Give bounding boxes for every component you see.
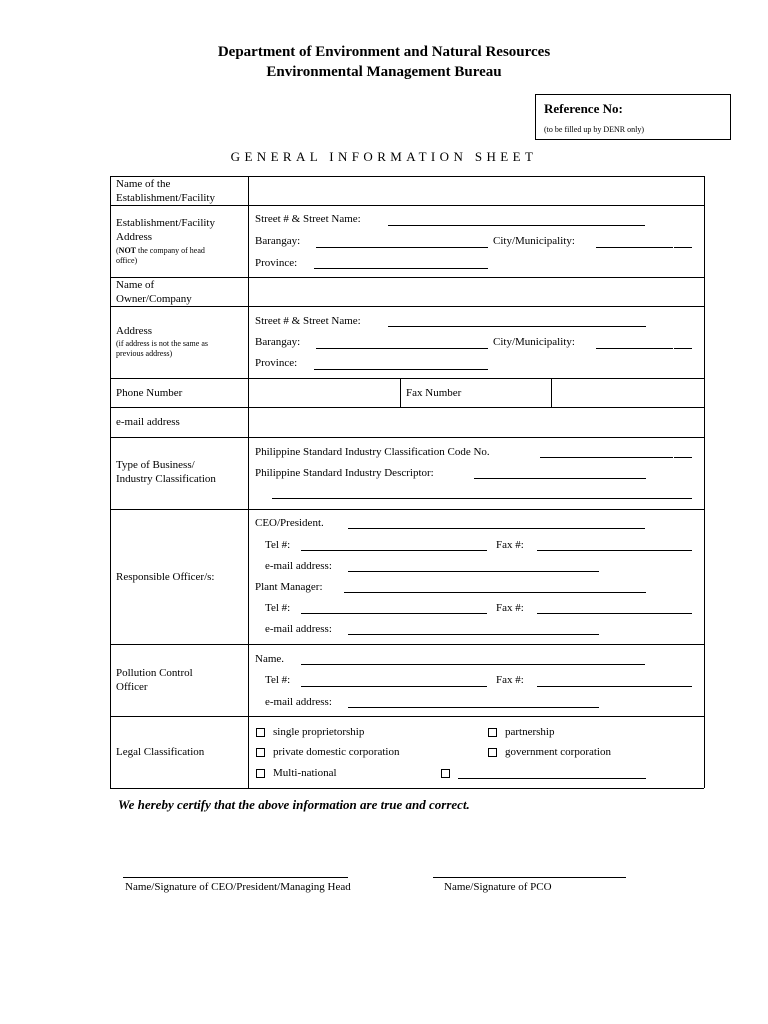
label-facility-address-2: Address — [116, 231, 153, 243]
label-responsible-officer: Responsible Officer/s: — [116, 571, 215, 583]
owner-name-field[interactable] — [250, 279, 702, 305]
street-field-2[interactable] — [388, 326, 646, 327]
pco-email-field[interactable] — [348, 707, 580, 708]
facility-name-field[interactable] — [250, 178, 702, 204]
reference-box — [535, 94, 731, 140]
barangay-field-1[interactable] — [316, 247, 488, 248]
ceo-fax-field[interactable] — [537, 550, 674, 551]
pco-signature-label: Name/Signature of PCO — [444, 881, 552, 893]
label-pm-fax: Fax #: — [496, 602, 524, 614]
label-province-1: Province: — [255, 257, 298, 269]
fax-field[interactable] — [553, 380, 702, 406]
label-business-1: Type of Business/ — [116, 459, 195, 471]
address-note-2: previous address) — [116, 349, 173, 358]
option-government-corporation: government corporation — [505, 746, 611, 758]
street-field-1[interactable] — [388, 225, 628, 226]
label-province-2: Province: — [255, 357, 298, 369]
label-barangay-1: Barangay: — [255, 235, 301, 247]
pm-tel-field[interactable] — [301, 613, 487, 614]
label-city-2: City/Municipality: — [493, 336, 575, 348]
province-field-2[interactable] — [314, 369, 488, 370]
ceo-signature-line[interactable] — [123, 877, 348, 878]
ceo-signature-label: Name/Signature of CEO/President/Managing Head — [125, 881, 351, 893]
ceo-email-field[interactable] — [348, 571, 580, 572]
other-classification-field[interactable] — [458, 778, 646, 779]
label-psic-code: Philippine Standard Industry Classification Code No. — [255, 446, 490, 458]
other-classification-checkbox[interactable] — [441, 769, 450, 778]
sheet-title: GENERAL INFORMATION SHEET — [230, 149, 538, 164]
label-street-2: Street # & Street Name: — [255, 315, 361, 327]
province-field-1[interactable] — [314, 268, 488, 269]
single-proprietorship-checkbox[interactable] — [256, 728, 265, 737]
label-fax: Fax Number — [406, 387, 462, 399]
label-owner-1: Name of — [116, 279, 155, 291]
multi-national-checkbox[interactable] — [256, 769, 265, 778]
certification-statement: We hereby certify that the above information are true and correct. — [118, 797, 470, 812]
label-pco-2: Officer — [116, 681, 148, 693]
label-ceo-fax: Fax #: — [496, 539, 524, 551]
label-ceo-email: e-mail address: — [265, 560, 332, 572]
label-facility-name-1: Name of the — [116, 178, 171, 190]
label-pco-name: Name. — [255, 653, 285, 665]
psic-descriptor-field[interactable] — [474, 478, 629, 479]
label-legal-classification: Legal Classification — [116, 746, 205, 758]
partnership-checkbox[interactable] — [488, 728, 497, 737]
ceo-tel-field[interactable] — [301, 550, 487, 551]
label-pco-fax: Fax #: — [496, 674, 524, 686]
department-title: Department of Environment and Natural Resources — [217, 44, 551, 60]
barangay-field-2[interactable] — [316, 348, 488, 349]
plant-manager-field[interactable] — [344, 592, 646, 593]
label-pm-email: e-mail address: — [265, 623, 332, 635]
pco-tel-field[interactable] — [301, 686, 487, 687]
label-ceo: CEO/President. — [255, 517, 324, 529]
label-pco-email: e-mail address: — [265, 696, 332, 708]
address-note-1: (if address is not the same as — [116, 339, 208, 348]
bureau-title: Environmental Management Bureau — [266, 64, 502, 80]
pm-email-field[interactable] — [348, 634, 599, 635]
ceo-field[interactable] — [348, 528, 628, 529]
label-phone: Phone Number — [116, 387, 183, 399]
label-owner-2: Owner/Company — [116, 293, 192, 305]
facility-address-note: (NOT the company of head — [116, 246, 205, 255]
pco-name-field[interactable] — [301, 664, 628, 665]
pco-fax-field[interactable] — [537, 686, 692, 687]
label-facility-name-2: Establishment/Facility — [116, 192, 215, 204]
label-pco-tel: Tel #: — [265, 674, 291, 686]
reference-label: Reference No: — [544, 101, 623, 116]
label-city-1: City/Municipality: — [493, 235, 575, 247]
label-ceo-tel: Tel #: — [265, 539, 291, 551]
label-barangay-2: Barangay: — [255, 336, 301, 348]
label-psic-descriptor: Philippine Standard Industry Descriptor: — [255, 467, 434, 479]
label-street-1: Street # & Street Name: — [255, 213, 361, 225]
reference-note: (to be filled up by DENR only) — [544, 125, 644, 134]
facility-address-note-2: office) — [116, 256, 138, 265]
pm-fax-field[interactable] — [537, 613, 674, 614]
pco-signature-line[interactable] — [433, 877, 626, 878]
option-partnership: partnership — [505, 726, 555, 738]
private-domestic-corporation-checkbox[interactable] — [256, 748, 265, 757]
option-private-domestic-corporation: private domestic corporation — [273, 746, 400, 758]
phone-field[interactable] — [250, 380, 398, 406]
option-multi-national: Multi-national — [273, 767, 337, 779]
psic-descriptor-field-2[interactable] — [272, 498, 692, 499]
psic-code-field[interactable] — [540, 457, 673, 458]
option-single-proprietorship: single proprietorship — [273, 726, 365, 738]
label-address: Address — [116, 325, 153, 337]
email-field[interactable] — [250, 409, 702, 436]
label-facility-address-1: Establishment/Facility — [116, 217, 215, 229]
label-pco-1: Pollution Control — [116, 667, 193, 679]
label-pm-tel: Tel #: — [265, 602, 291, 614]
city-field-2[interactable] — [596, 348, 673, 349]
label-email: e-mail address — [116, 416, 180, 428]
government-corporation-checkbox[interactable] — [488, 748, 497, 757]
city-field-1[interactable] — [596, 247, 673, 248]
label-plant-manager: Plant Manager: — [255, 581, 323, 593]
label-business-2: Industry Classification — [116, 473, 216, 485]
